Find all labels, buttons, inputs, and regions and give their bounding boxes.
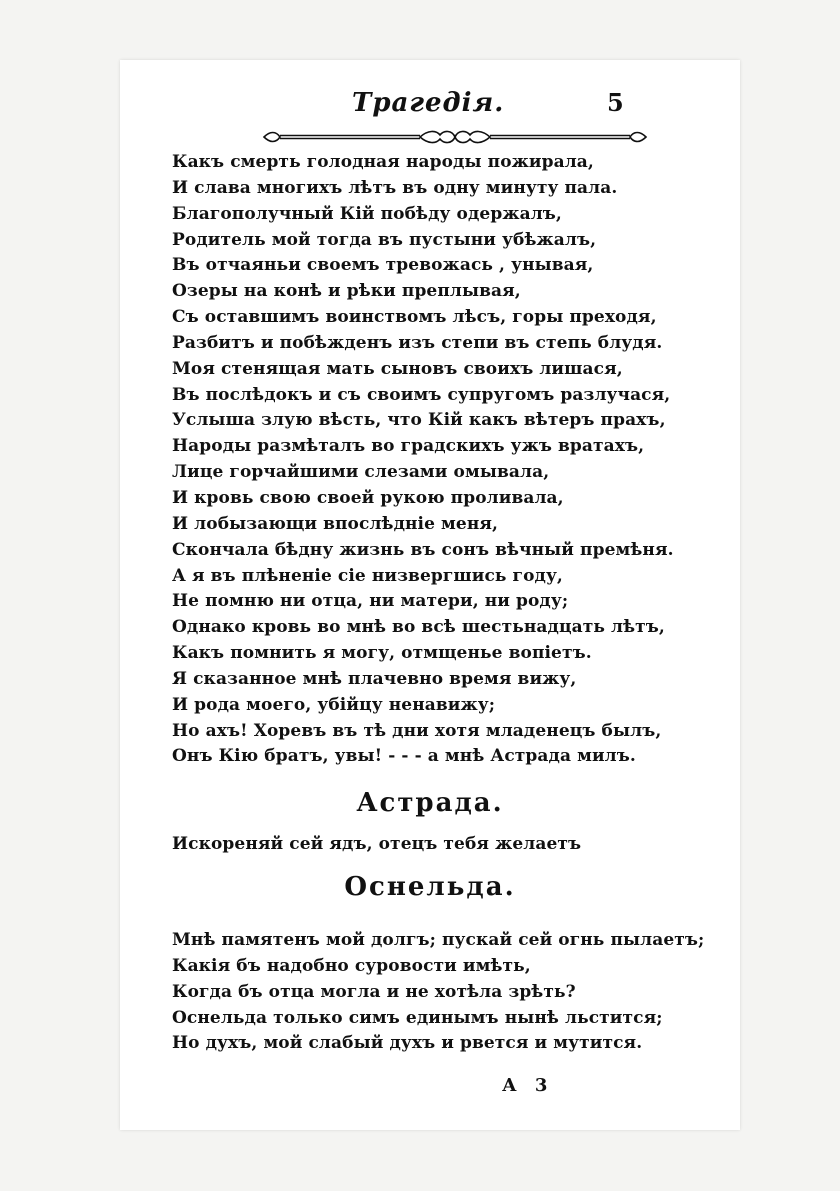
speaker-name-astrada: Астрада. [356,788,504,818]
page-number: 5 [607,88,624,117]
verse-line: Когда бъ отца могла и не хотѣла зрѣть? [172,981,576,1002]
verse-line: А я въ плѣненіе сіе низвергшись году, [172,565,563,586]
decorative-rule-ornament-icon [260,126,650,148]
verse-block-3 [172,928,732,1057]
verse-line: Какъ смерть голодная народы пожирала, [172,152,594,172]
verse-line: Однако кровь во мнѣ во всѣ шестьнадцать лѣтъ, [172,617,665,638]
verse-line: Мнѣ памятенъ мой долгъ; пускай сей огнь пылаетъ; [172,930,705,950]
verse-line: Какъ помнить я могу, отмщенье вопіетъ. [172,643,592,664]
verse-line: Моя стенящая мать сыновъ своихъ лишася, [172,358,623,379]
verse-line: Скончала бѣдну жизнь въ сонъ вѣчный премѣня. [172,539,674,560]
verse-line: Народы размѣталъ во градскихъ ужъ вратахъ, [172,436,645,457]
verse-line: Съ оставшимъ воинствомъ лѣсъ, горы преходя, [172,307,657,328]
verse-line: Какія бъ надобно суровости имѣть, [172,955,531,976]
verse-block-1 [172,150,732,770]
verse-line: Не помню ни отца, ни матери, ни роду; [172,591,569,612]
verse-line: Но ахъ! Хоревъ въ тѣ дни хотя младенецъ былъ, [172,720,662,741]
verse-line: И кровь свою своей рукою проливала, [172,487,564,508]
verse-line: И слава многихъ лѣтъ въ одну минуту пала. [172,177,618,198]
verse-line: Искореняй сей ядъ, отецъ тебя желаетъ [172,834,582,854]
verse-line: Я сказанное мнѣ плачевно время вижу, [172,668,577,689]
verse-line: Озеры на конѣ и рѣки преплывая, [172,281,521,302]
verse-line: Лице горчайшими слезами омывала, [172,462,550,483]
verse-line: И рода моего, убійцу ненавижу; [172,694,496,715]
verse-line: Оснельда только симъ единымъ нынѣ льстится; [172,1007,663,1028]
verse-line: Разбитъ и побѣжденъ изъ степи въ степь блудя. [172,332,663,353]
signature-mark: А 3 [502,1075,554,1096]
running-title: Трагедія. [352,88,505,118]
book-page [120,60,740,1130]
page-header [260,80,624,150]
verse-line: И лобызающи впослѣдніе меня, [172,513,499,534]
verse-line: Но духъ, мой слабый духъ и рвется и мутится. [172,1033,643,1054]
speaker-name-osnelda: Оснельда. [344,872,516,902]
verse-line: Онъ Кію братъ, увы! - - - а мнѣ Астрада милъ. [172,746,636,767]
verse-line: Благополучный Кій побѣду одержалъ, [172,203,562,224]
verse-line: Въ послѣдокъ и съ своимъ супругомъ разлучася, [172,384,671,405]
verse-line: Услыша злую вѣсть, что Кій какъ вѣтеръ прахъ, [172,410,666,431]
verse-block-2 [172,832,732,858]
verse-line: Въ отчаяньи своемъ тревожась , унывая, [172,255,594,276]
verse-line: Родитель мой тогда въ пустыни убѣжалъ, [172,229,597,250]
